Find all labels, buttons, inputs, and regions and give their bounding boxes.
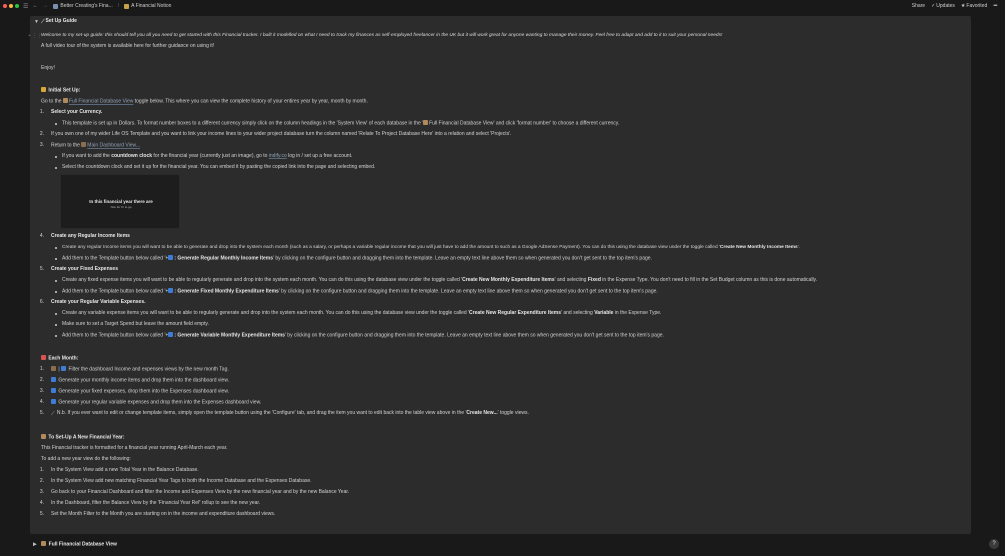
full-db-view-toggle[interactable]: ▶ Full Financial Database View [33, 541, 117, 548]
each-month-heading: Each Month: [41, 355, 78, 363]
checkbox-icon [168, 288, 173, 293]
goto-paragraph: Go to the Full Financial Database View toggle below. This where you can view the complete history of your entires year by year, month by month. [41, 98, 368, 105]
slingshot-icon: ⟋ [41, 18, 45, 25]
page-icon [53, 4, 58, 9]
database-icon [124, 4, 129, 9]
checkbox-icon [168, 255, 173, 260]
step-3-bullet-1: If you want to add the countdown clock for the financial year (currently just an image), go to indify.co log in / set up a free account. [62, 153, 353, 159]
month-step-2: Generate your monthly income items and drop them into the dashboard view. [51, 377, 229, 385]
sidebar-toggle-icon[interactable]: ☰ [23, 3, 29, 10]
forward-arrow-icon[interactable]: → [42, 3, 49, 9]
bank-icon [63, 98, 68, 103]
setup-guide-title[interactable]: ⟋Set Up Guide [41, 18, 77, 25]
month-step-1: | Filter the dashboard Income and expenses views by the new month Tag. [51, 366, 229, 374]
initial-setup-heading: Initial Set Up: [41, 87, 80, 95]
breadcrumb: Better Creating's Fina... / A Financial Notion [53, 3, 171, 9]
check-icon: ✓ [931, 3, 936, 9]
share-button[interactable]: Share [911, 3, 926, 9]
month-step-5: ⟋ N.b. If you ever want to edit or change template items, simply open the template button using the 'Configure' tab, and drag the item you want to edit back into the table view above in the 'Create New...' toggle views. [51, 410, 529, 417]
tag-icon [61, 366, 66, 371]
filter-icon [51, 366, 56, 371]
new-year-step-1: In the System View add a new Total Year in the Balance Database. [51, 467, 199, 473]
step-4-title: Create any Regular Income Items [51, 233, 130, 239]
new-year-paragraph-2: To add a new year view do the following: [41, 456, 131, 462]
slingshot-icon: ⟋ [51, 410, 55, 417]
checkbox-icon [51, 388, 56, 393]
step-1-bullet-1: This template is set up in Dollars. To format number boxes to a different currency simply click on the column headings in the 'System View' of each database in the ' Full Financial Database View' and click 'format number' to choose a different currency. [62, 120, 620, 127]
back-arrow-icon[interactable]: ← [32, 3, 39, 9]
more-options-icon[interactable]: ••• [993, 3, 997, 9]
intro-paragraph: Welcome to my set-up guide: this should tell you all you need to get started with this Financial tracker. I built it modelled on what I need to track my finances as self-employed freelancer in the UK but it will work great for anyone wanting to manage their money. Feel free to adapt and add to it to suit your personal needs! [41, 33, 723, 38]
step-4-bullet-2: Add them to the Template button below called '+ : Generate Regular Monthly Income Items' by clicking on the configure button and dragging them into the template. Leave an empty text line above them so when generated you don't get sent to the top item's page. [62, 255, 652, 262]
month-step-3: Generate your fixed expenses, drop them into the Expenses dashboard view. [51, 388, 229, 396]
dashboard-icon [81, 142, 86, 147]
new-year-paragraph-1: This Financial tracker is formatted for a financial year running April-March each year. [41, 445, 228, 451]
new-year-step-5: Set the Month Filter to the Month you are starting on in the income and expenditure dashboard views. [51, 511, 276, 517]
favorited-button[interactable]: ★Favorited [960, 3, 988, 9]
calendar-icon [41, 355, 46, 360]
step-6-bullet-1: Create any variable expense items you will want to be able to regularly generate and drop into the system each month. You can do this using the database view under the toggle called 'Create New Regular Expenditure Items' and selecting Variable in the Expense Type. [62, 310, 662, 316]
main-dashboard-link[interactable]: Main Dashboard View... [87, 142, 141, 149]
window-controls [3, 4, 19, 8]
step-6-title: Create your Regular Variable Expenses. [51, 299, 146, 305]
bank-icon [41, 541, 46, 546]
new-year-heading: To Set-Up A New Financial Year: [41, 434, 125, 442]
zoom-window-button[interactable] [15, 4, 19, 8]
minimize-window-button[interactable] [9, 4, 13, 8]
full-db-view-link[interactable]: Full Financial Database View [68, 98, 134, 105]
step-3-bullet-2: Select the countdown clock and set it up for the financial year. You can embed it by pasting the copied link into the page and selecting embed. [62, 164, 376, 170]
updates-button[interactable]: ✓Updates [931, 3, 955, 9]
step-2-text: If you own one of my wider Life OS Template and you want to link your income lines to your wider project database turn the column named 'Relate To Project Database Here' into a relation and select 'Projects'. [51, 131, 512, 137]
enjoy-paragraph: Enjoy! [41, 65, 55, 71]
star-icon: ★ [960, 3, 966, 9]
breadcrumb-item-1[interactable]: Better Creating's Fina... [60, 3, 113, 9]
toggle-open-icon[interactable]: ▼ [34, 19, 39, 25]
key-icon [41, 87, 46, 92]
close-window-button[interactable] [3, 4, 7, 8]
countdown-embed-image[interactable]: In this financial year there are Nov 1k 7c to go [60, 174, 180, 229]
new-year-step-4: In the Dashboard, filter the Balance View by the 'Financial Year Ref' rollup to see the new year. [51, 500, 261, 506]
toggle-closed-icon[interactable]: ▶ [33, 541, 37, 548]
step-3-text: Return to the Main Dashboard View... [51, 142, 141, 149]
step-5-bullet-1: Create any fixed expense items you will want to be able to regularly generate and drop into the system each month. You can do this using the database view under the toggle called 'Create New Monthly Expenditure Items' and selecting Fixed in the Expense Type. You don't need to fill in the Set Budget column as this is done automatically. [62, 277, 818, 283]
checkbox-icon [168, 332, 173, 337]
setup-guide-toggle-block: ▼ ⟋Set Up Guide + ⋮⋮ Welcome to my set-up guide: this should tell you all you need to get started with this Financial tracker. I built it modelled on what I need to track my finances as self-employed freelancer in the UK but it will work great for anyone wanting to manage their money. Feel free to adapt and add to it to suit your personal needs! A full video tour of the system is available here for further guidance on using it! Enjoy! Initial Set Up: Go to the Full Financial Database View toggle below. This where you can view the complete history of your entires year by year, month by month. 1. Select your Currency. This template is set up in Dollars. To format number boxes to a different currency simply click on the column headings in the 'System View' of each database in the ' Full Financial Database View' and click 'format number' to choose a different currency. 2. If you own one of my wider Life OS Template and you want to link your income lines to your wider project database turn the column named 'Relate To Project Database Here' into a relation and select 'Projects'. 3. Return to the Main Dashboard View... If you want to add the countdown clock for the financial year (currently just an image), go to indify.co log in / set up a free account. Select the countdown clock and set it up for the financial year. You can embed it by pasting the copied link into the page and selecting embed. In this financial year there are Nov 1k 7c to go 4. Create any Regular Income Items Create any regular Income items you will want to be able to generate and drop into the system each month (such as a salary, or perhaps a variable regular income that you will just have to add the amount to such as a Google AdSense Payment). You can do this using the database view under the toggle called 'Create New Monthly Income Items'. Add them to the Template button below called '+ : Generate Regular Monthly Income Items' by clicking on the configure button and dragging them into the template. Leave an empty text line above them so when generated you don't get sent to the top item's page. 5. Create your Fixed Expenses Create any fixed expense items you will want to be able to regularly generate and drop into the system each month. You can do this using the database view under the toggle called 'Create New Monthly Expenditure Items' and selecting Fixed in the Expense Type. You don't need to fill in the Set Budget column as this is done automatically. Add them to the Template button below called '+ : Generate Fixed Monthly Expenditure Items' by clicking on the configure button and dragging them into the template. Leave an empty text line above them so when generated you don't get sent to the top item's page. 6. Create your Regular Variable Expenses. Create any variable expense items you will want to be able to regularly generate and drop into the system each month. You can do this using the database view under the toggle called 'Create New Regular Expenditure Items' and selecting Variable in the Expense Type. Make sure to set a Target Spend but leave the amount field empty. Add them to the Template button below called '+ : Generate Variable Monthly Expenditure Items' by clicking on the configure button and dragging them into the template. Leave an empty text line above them so when generated you don't get sent to the top item's page. Each Month: 1. | Filter the dashboard Income and expenses views by the new month Tag. 2. Generate your monthly income items and drop them into the dashboard view. 3. Generate your fixed expenses, drop them into the Expenses dashboard view. 4. Generate your regular variable expenses and drop them into the Expenses dashboard view. 5. ⟋ N.b. If you ever want to edit or change template items, simply open the template button using the 'Configure' tab, and drag the item you want to edit back into the table view above in the 'Create New...' toggle views. To Set-Up A New Financial Year: This Financial tracker is formatted for a financial year running April-March each year. To add a new year view do the following: 1. In the System View add a new Total Year in the Balance Database. 2. In the System View add new matching Financial Year Tags to both the Income Database and the Expenses Database. 3. Go back to your Financial Dashboard and filter the Income and Expenses View by the new financial year and by the new Balance Year. 4. In the Dashboard, filter the Balance View by the 'Financial Year Ref' rollup to see the new year. 5. Set the Month Filter to the Month you are starting on in the income and expenditure dashboard views. [30, 16, 971, 534]
step-5-bullet-2: Add them to the Template button below called '+ : Generate Fixed Monthly Expenditure Items' by clicking on the configure button and dragging them into the template. Leave an empty text line above them so when generated you don't get sent to the top item's page. [62, 288, 658, 295]
top-bar [0, 0, 1005, 12]
bank-icon [423, 120, 428, 125]
checkbox-icon [51, 399, 56, 404]
bank-icon [41, 434, 46, 439]
top-actions [912, 0, 997, 12]
checkbox-icon [51, 377, 56, 382]
new-year-step-2: In the System View add new matching Financial Year Tags to both the Income Database and the Expenses Database. [51, 478, 312, 484]
step-4-bullet-1: Create any regular Income items you will want to be able to generate and drop into the system each month (such as a salary, or perhaps a variable regular income that you will just have to add the amount to such as a Google AdSense Payment). You can do this using the database view under the toggle called 'Create New Monthly Income Items'. [62, 245, 800, 250]
help-button[interactable]: ? [989, 539, 999, 549]
indify-link[interactable]: indify.co [268, 153, 287, 159]
block-handle-icon[interactable]: + ⋮⋮ [28, 33, 43, 39]
step-5-title: Create your Fixed Expenses [51, 266, 118, 272]
video-paragraph: A full video tour of the system is available here for further guidance on using it! [41, 43, 215, 49]
breadcrumb-item-2[interactable]: A Financial Notion [131, 3, 172, 9]
new-year-step-3: Go back to your Financial Dashboard and filter the Income and Expenses View by the new financial year and by the new Balance Year. [51, 489, 350, 495]
step-6-bullet-3: Add them to the Template button below called '+ : Generate Variable Monthly Expenditure Items' by clicking on the configure button and dragging them into the template. Leave an empty text line above them so when generated you don't get sent to the top item's page. [62, 332, 664, 339]
month-step-4: Generate your regular variable expenses and drop them into the Expenses dashboard view. [51, 399, 261, 407]
step-6-bullet-2: Make sure to set a Target Spend but leave the amount field empty. [62, 321, 209, 327]
step-1-title: Select your Currency. [51, 109, 103, 115]
